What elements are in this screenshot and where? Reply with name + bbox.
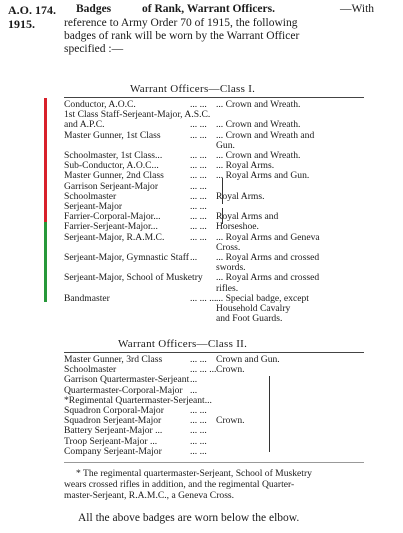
leader-dots: ... <box>190 252 198 263</box>
badge-cell: ... Royal Arms and crossed <box>216 252 320 263</box>
leader-dots: ... ... <box>190 405 207 416</box>
leader-dots: ... ... <box>190 170 207 182</box>
leader-dots: ... ... <box>190 354 207 365</box>
leader-dots: ... ... <box>190 150 207 161</box>
leader-dots: ... ... <box>190 221 207 233</box>
title-tail: —With <box>340 3 375 15</box>
badge-cell: ... Royal Arms and crossed <box>216 272 320 284</box>
leader-dots: ... ... <box>190 435 207 447</box>
leader-dots: ... ... <box>190 180 207 192</box>
badge-cell: Crown. <box>216 364 245 376</box>
leader-dots: ... ... <box>190 425 207 437</box>
rank-cell: Battery Serjeant-Major ... <box>64 425 163 437</box>
class1-rule <box>64 97 364 98</box>
leader-dots: ... <box>190 384 198 396</box>
rank-cell: and A.P.C. <box>64 119 105 131</box>
badge-cell: ... Crown and Wreath. <box>216 99 301 110</box>
badge-cell: ... Crown and Wreath and <box>216 129 315 141</box>
leader-dots: ... ... <box>190 201 207 212</box>
leader-dots: ... ... <box>190 415 207 427</box>
footnote-line-1: * The regimental quartermaster-Serjeant, School of Musketry <box>76 468 312 479</box>
badge-cell: Royal Arms and <box>216 211 279 223</box>
rank-cell: Bandmaster <box>64 292 110 304</box>
rank-cell: Sub-Conductor, A.O.C... <box>64 160 159 172</box>
rank-cell: Company Serjeant-Major <box>64 445 162 457</box>
brace-royal-arms <box>218 178 223 204</box>
leader-dots: ... ... <box>190 99 207 110</box>
rank-cell: Serjeant-Major, R.A.M.C. <box>64 231 165 243</box>
rank-cell: 1st Class Staff-Serjeant-Major, A.S.C. <box>64 109 211 121</box>
intro-line-4: specified :— <box>64 43 124 55</box>
leader-dots: ... ... <box>190 119 207 131</box>
badge-cell: swords. <box>216 262 246 274</box>
order-number: A.O. 174. <box>8 3 56 17</box>
badge-cell: ... Crown and Wreath. <box>216 150 301 161</box>
rank-cell: Master Gunner, 1st Class <box>64 129 161 141</box>
rank-cell: Schoolmaster <box>64 190 117 202</box>
brace-crown <box>265 376 270 452</box>
rank-cell: Squadron Serjeant-Major <box>64 415 162 427</box>
rank-cell: Garrison Serjeant-Major <box>64 180 159 192</box>
rank-cell: Serjeant-Major, School of Musketry <box>64 272 203 284</box>
rank-cell: Troop Serjeant-Major ... <box>64 435 158 447</box>
rank-cell: *Regimental Quartermaster-Serjeant... <box>64 394 212 406</box>
leader-dots: ... ... <box>190 445 207 457</box>
leader-dots: ... ... <box>190 190 207 202</box>
badge-cell: ... Royal Arms. <box>216 160 275 172</box>
badge-cell: Crown. <box>216 415 245 427</box>
rank-cell: Master Gunner, 3rd Class <box>64 354 163 365</box>
leader-dots: ... <box>190 374 198 386</box>
badge-cell: ... Royal Arms and Gun. <box>216 170 310 182</box>
intro-line-3: badges of rank will be worn by the Warrant Officer <box>64 30 300 42</box>
title-rank: of Rank, Warrant Officers. <box>142 3 275 15</box>
class2-heading: Warrant Officers—Class II. <box>118 338 248 350</box>
rank-cell: Garrison Quartermaster-Serjeant <box>64 374 190 386</box>
title-badges: Badges <box>76 3 112 15</box>
brace-horseshoe <box>218 208 223 224</box>
rank-cell: Quartermaster-Corporal-Major <box>64 384 183 396</box>
leader-dots: ... ... ... <box>190 364 217 376</box>
leader-dots: ... ... ... <box>190 292 217 304</box>
badge-cell: Horseshoe. <box>216 221 259 233</box>
class2-rule <box>64 352 364 353</box>
badge-cell: Royal Arms. <box>216 190 265 202</box>
badge-cell: and Foot Guards. <box>216 313 283 325</box>
rank-cell: Serjeant-Major, Gymnastic Staff <box>64 252 189 263</box>
rank-cell: Farrier-Serjeant-Major... <box>64 221 158 233</box>
rank-cell: Squadron Corporal-Major <box>64 405 164 416</box>
badge-cell: ... Crown and Wreath. <box>216 119 301 131</box>
green-marker-bar <box>44 222 47 302</box>
rank-cell: Serjeant-Major <box>64 201 123 212</box>
badge-cell: ... Special badge, except <box>216 292 309 304</box>
footnote-line-2: wears crossed rifles in addition, and the regimental Quarter- <box>64 479 295 490</box>
rank-cell: Schoolmaster <box>64 364 117 376</box>
leader-dots: ... ... <box>190 211 207 223</box>
rank-cell: Schoolmaster, 1st Class... <box>64 150 163 161</box>
footnote-rule <box>64 462 364 463</box>
rank-cell: Master Gunner, 2nd Class <box>64 170 164 182</box>
badge-cell: Cross. <box>216 241 241 253</box>
footnote-line-3: master-Serjeant, R.A.M.C., a Geneva Cross. <box>64 490 235 501</box>
badge-cell: Crown and Gun. <box>216 354 280 365</box>
leader-dots: ... ... <box>190 231 207 243</box>
leader-dots: ... ... <box>190 160 207 172</box>
badge-cell: Gun. <box>216 139 235 151</box>
class1-heading: Warrant Officers—Class I. <box>130 83 256 95</box>
closing-note: All the above badges are worn below the elbow. <box>78 512 300 524</box>
order-year: 1915. <box>8 17 35 31</box>
rank-cell: Farrier-Corporal-Major... <box>64 211 161 223</box>
badge-cell: Household Cavalry <box>216 303 291 314</box>
rank-cell: Conductor, A.O.C. <box>64 99 136 110</box>
intro-line-2: reference to Army Order 70 of 1915, the following <box>64 17 298 29</box>
red-marker-bar <box>44 98 47 222</box>
leader-dots: ... ... <box>190 129 207 141</box>
badge-cell: rifles. <box>216 282 239 294</box>
badge-cell: ... Royal Arms and Geneva <box>216 231 320 243</box>
